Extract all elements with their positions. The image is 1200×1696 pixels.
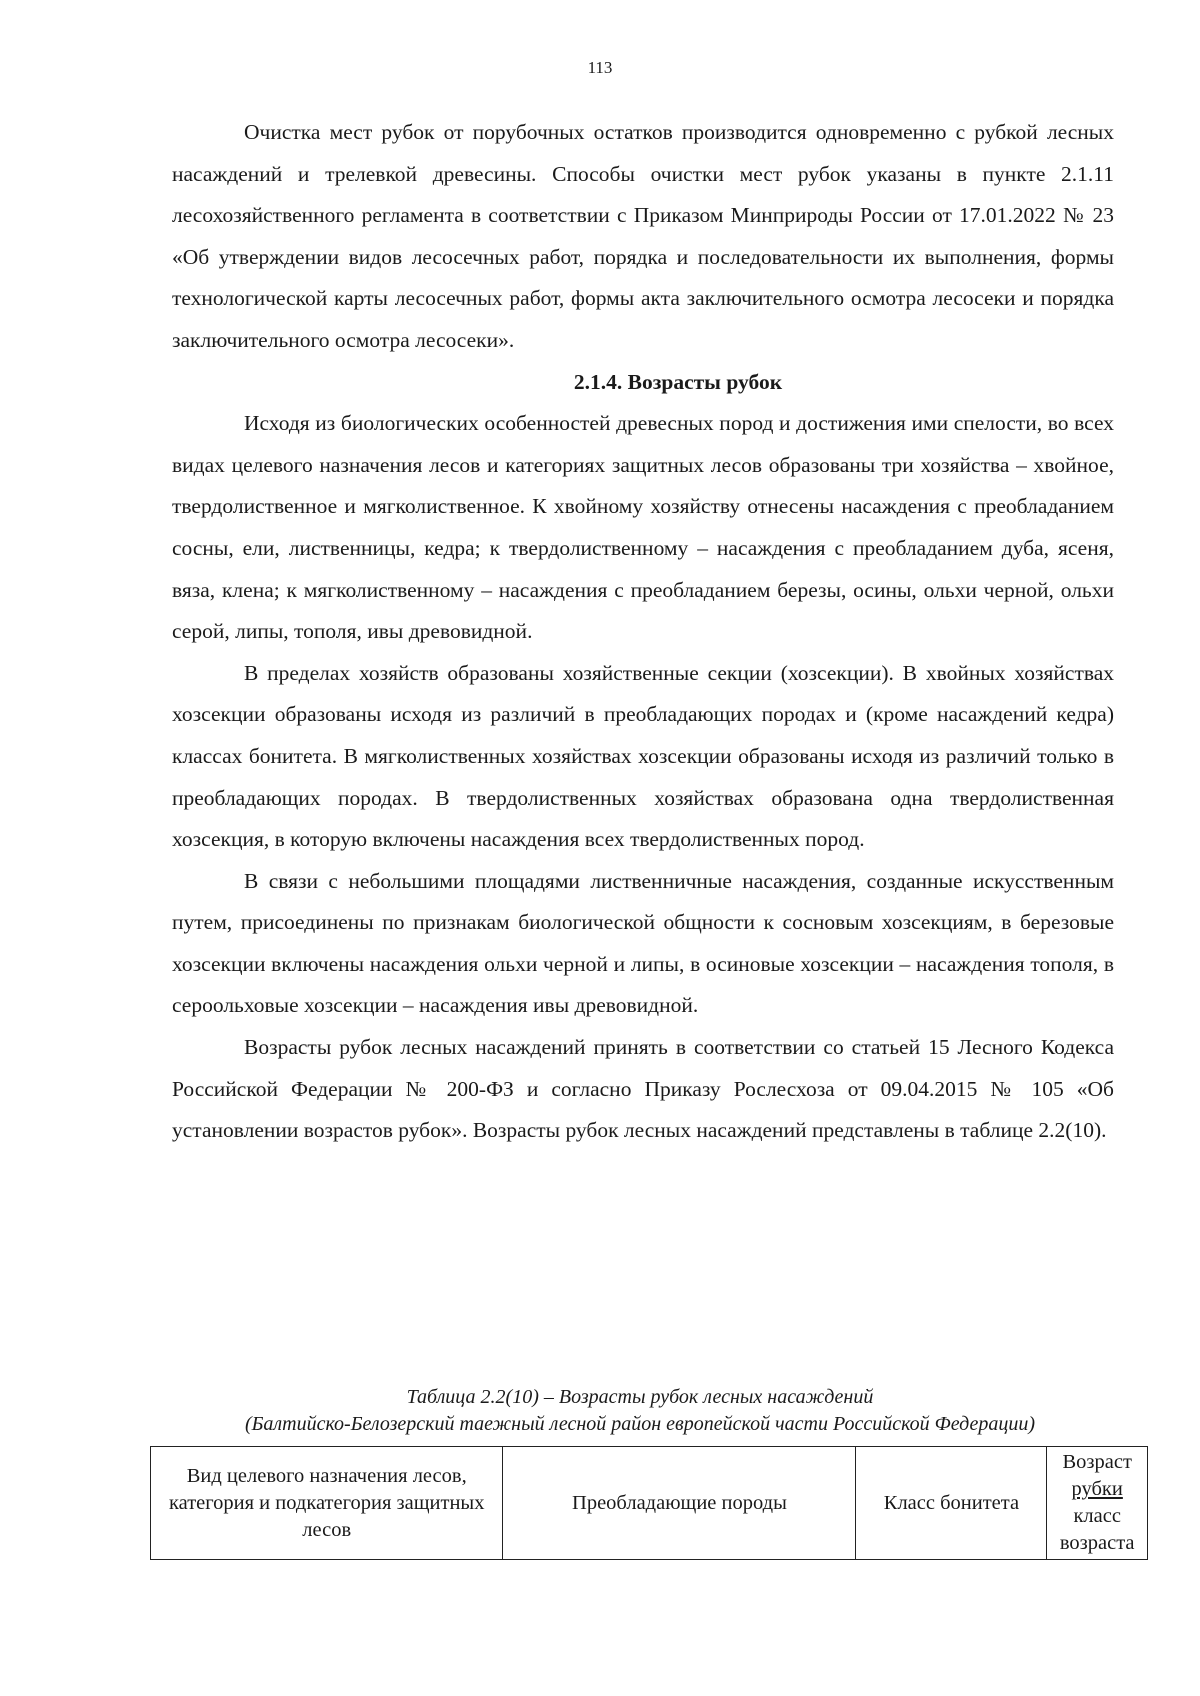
paragraph-farms: Исходя из биологических особенностей древесных пород и достижения ими спелости, во всех видах целевого назначения лесов и категориях защитных лесов образованы три хозяйства – хвойное, твердолиственное и мягколиственное. К хвойному хозяйству отнесены насаждения с преобладанием сосны, ели, лиственницы, кедра; к твердолиственному – насаждения с преобладанием дуба, ясеня, вяза, клена; к мягколиственному – насаждения с преобладанием березы, осины, ольхи черной, ольхи серой, липы, тополя, ивы древовидной. xyxy=(172,411,1114,644)
table-caption-subtitle: (Балтийско-Белозерский таежный лесной район европейской части Российской Федерации) xyxy=(244,1413,1036,1435)
paragraph-merge: В связи с небольшими площадями лиственничные насаждения, созданные искусственным путем, присоединены по признакам биологической общности к сосновым хозсекциям, в березовые хозсекции включены насаждения ольхи черной и липы, в осиновые хозсекции – насаждения тополя, в сероольховые хозсекции – насаждения ивы древовидной. xyxy=(172,868,1114,1018)
header-species: Преобладающие породы xyxy=(503,1447,856,1560)
header-cutting-age-line4: возраста xyxy=(1059,1532,1135,1554)
header-cutting-age-line3: класс xyxy=(1073,1505,1121,1527)
paragraph-sections: В пределах хозяйств образованы хозяйственные секции (хозсекции). В хвойных хозяйствах хозсекции образованы исходя из различий в преобладающих породах и (кроме насаждений кедра) классах бонитета. В мягколиственных хозяйствах хозсекции образованы исходя из различий только в преобладающих породах. В твердолиственных хозяйствах образована одна твердолиственная хозсекция, в которую включены насаждения всех твердолиственных пород. xyxy=(172,660,1114,852)
table-header-row xyxy=(151,1447,1148,1560)
header-cutting-age-line1: Возраст xyxy=(1062,1451,1132,1473)
body-text xyxy=(172,112,1114,1152)
paragraph-clearing: Очистка мест рубок от порубочных остатков производится одновременно с рубкой лесных насаждений и трелевкой древесины. Способы очистки мест рубок указаны в пункте 2.1.11 лесохозяйственного регламента в соответствии с Приказом Минприроды России от 17.01.2022 № 23 «Об утверждении видов лесосечных работ, порядка и последовательности их выполнения, формы технологической карты лесосечных работ, формы акта заключительного осмотра лесосеки и порядка заключительного осмотра лесосеки». xyxy=(172,120,1114,352)
page-number: 113 xyxy=(587,58,613,77)
table-caption xyxy=(140,1384,1140,1438)
header-cutting-age xyxy=(1047,1447,1148,1560)
table-caption-title: Таблица 2.2(10) – Возрасты рубок лесных насаждений xyxy=(406,1386,874,1408)
cutting-age-table xyxy=(150,1446,1148,1560)
header-purpose: Вид целевого назначения лесов, категория и подкатегория защитных лесов xyxy=(151,1447,503,1560)
header-bonitet: Класс бонитета xyxy=(856,1447,1047,1560)
paragraph-ages: Возрасты рубок лесных насаждений принять в соответствии со статьей 15 Лесного Кодекса Российской Федерации № 200-ФЗ и согласно Приказу Рослесхоза от 09.04.2015 № 105 «Об установлении возрастов рубок». Возрасты рубок лесных насаждений представлены в таблице 2.2(10). xyxy=(172,1035,1114,1143)
section-heading: 2.1.4. Возрасты рубок xyxy=(573,369,783,394)
header-cutting-age-line2: рубки xyxy=(1071,1478,1123,1500)
